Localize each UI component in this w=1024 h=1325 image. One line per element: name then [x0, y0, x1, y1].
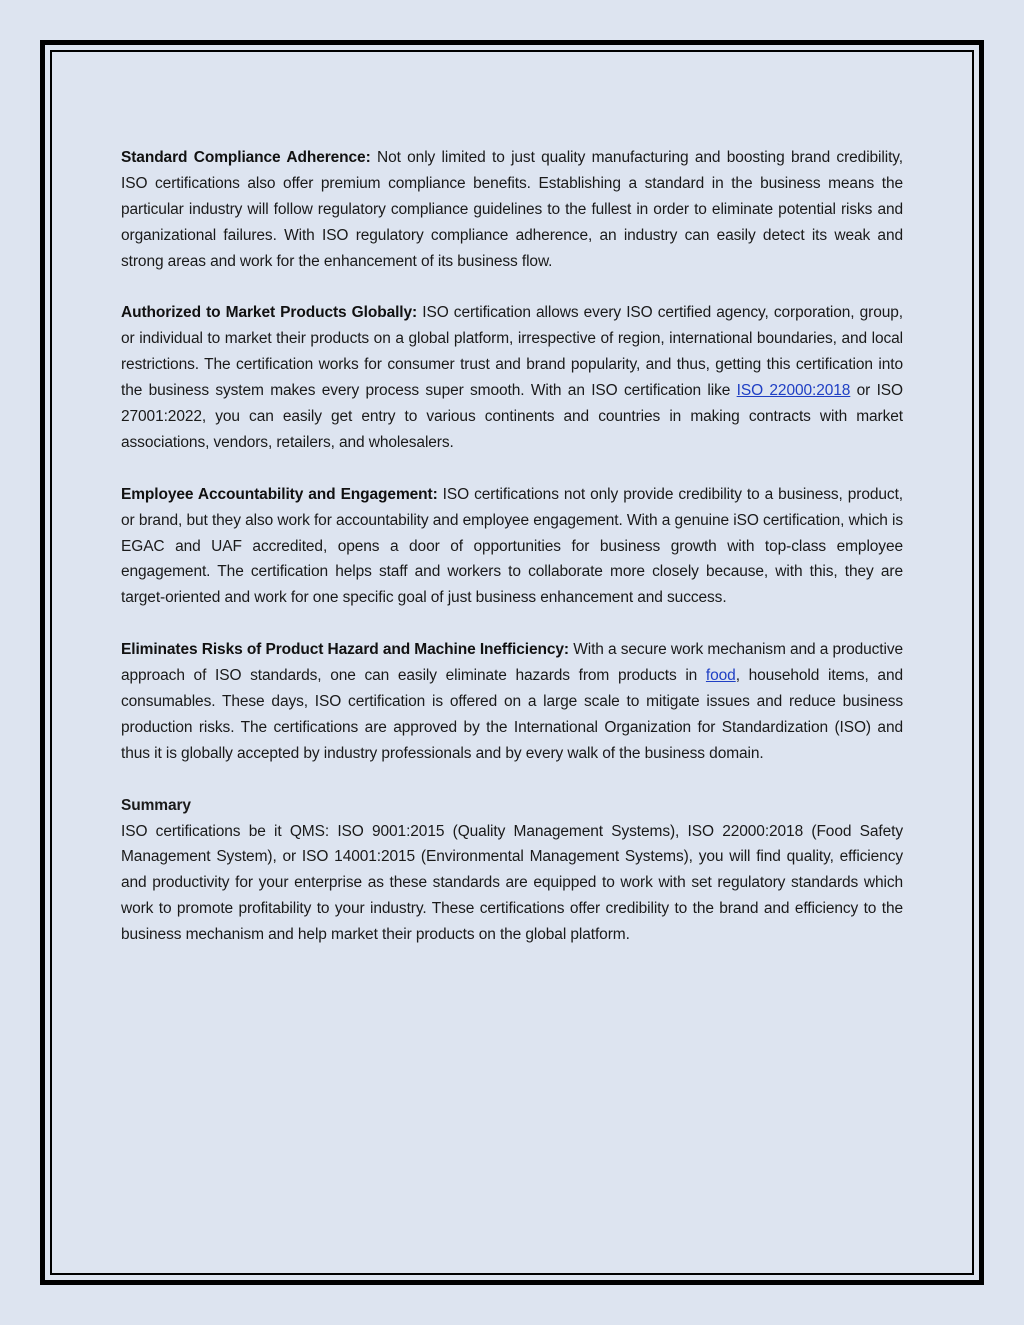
heading-eliminates-risks: Eliminates Risks of Product Hazard and Machine Inefficiency:	[121, 641, 569, 659]
link-iso-22000[interactable]: ISO 22000:2018	[736, 382, 851, 400]
text-authorized-market-part1: ISO certification allows every ISO certified agency, corporation, group, or individual to market their products on a global platform, irrespective of region, international boundaries, and local restrictions. The certification works for consumer trust and brand popularity, and thus, getting this certification into the business system makes every process super smooth. With an ISO certification like	[121, 304, 903, 400]
paragraph-eliminates-risks	[121, 637, 903, 767]
document-body	[121, 145, 903, 974]
text-employee-accountability: ISO certifications not only provide credibility to a business, product, or brand, but they also work for accountability and employee engagement. With a genuine iSO certification, which is EGAC and UAF accredited, opens a door of opportunities for business growth with top-class employee engagement. The certification helps staff and workers to collaborate more closely because, with this, they are target-oriented and work for one specific goal of just business enhancement and success.	[121, 485, 903, 607]
paragraph-standard-compliance	[121, 145, 903, 275]
paragraph-authorized-market	[121, 300, 903, 455]
text-eliminates-risks-part1: With a secure work mechanism and a productive approach of ISO standards, one can easily eliminate hazards from products in	[121, 641, 904, 685]
heading-summary: Summary	[121, 796, 191, 814]
paragraph-summary	[121, 793, 903, 948]
text-summary: ISO certifications be it QMS: ISO 9001:2015 (Quality Management Systems), ISO 22000:2018 (Food Safety Management System), or ISO 14001:2015 (Environmental Management Systems), you will find quality, efficiency and productivity for your enterprise as these standards are equipped to work with set regulatory standards which work to promote profitability to your industry. These certifications offer credibility to the brand and efficiency to the business mechanism and help market their products on the global platform.	[121, 822, 903, 944]
text-standard-compliance: Not only limited to just quality manufacturing and boosting brand credibility, ISO certifications also offer premium compliance benefits. Establishing a standard in the business means the particular industry will follow regulatory compliance guidelines to the fullest in order to eliminate potential risks and organizational failures. With ISO regulatory compliance adherence, an industry can easily detect its weak and strong areas and work for the enhancement of its business flow.	[121, 149, 903, 270]
link-food[interactable]: food	[705, 667, 736, 685]
heading-employee-accountability: Employee Accountability and Engagement:	[121, 485, 438, 503]
heading-authorized-market: Authorized to Market Products Globally:	[121, 304, 418, 322]
text-authorized-market-part2: or ISO 27001:2022, you can easily get entry to various continents and countries in making contracts with market associations, vendors, retailers, and wholesalers.	[121, 382, 904, 451]
text-eliminates-risks-part2: , household items, and consumables. These days, ISO certification is offered on a large scale to mitigate issues and reduce business production risks. The certifications are approved by the International Organization for Standardization (ISO) and thus it is globally accepted by industry professionals and by every walk of the business domain.	[121, 667, 903, 762]
heading-standard-compliance: Standard Compliance Adherence:	[121, 149, 371, 166]
paragraph-employee-accountability	[121, 482, 903, 612]
